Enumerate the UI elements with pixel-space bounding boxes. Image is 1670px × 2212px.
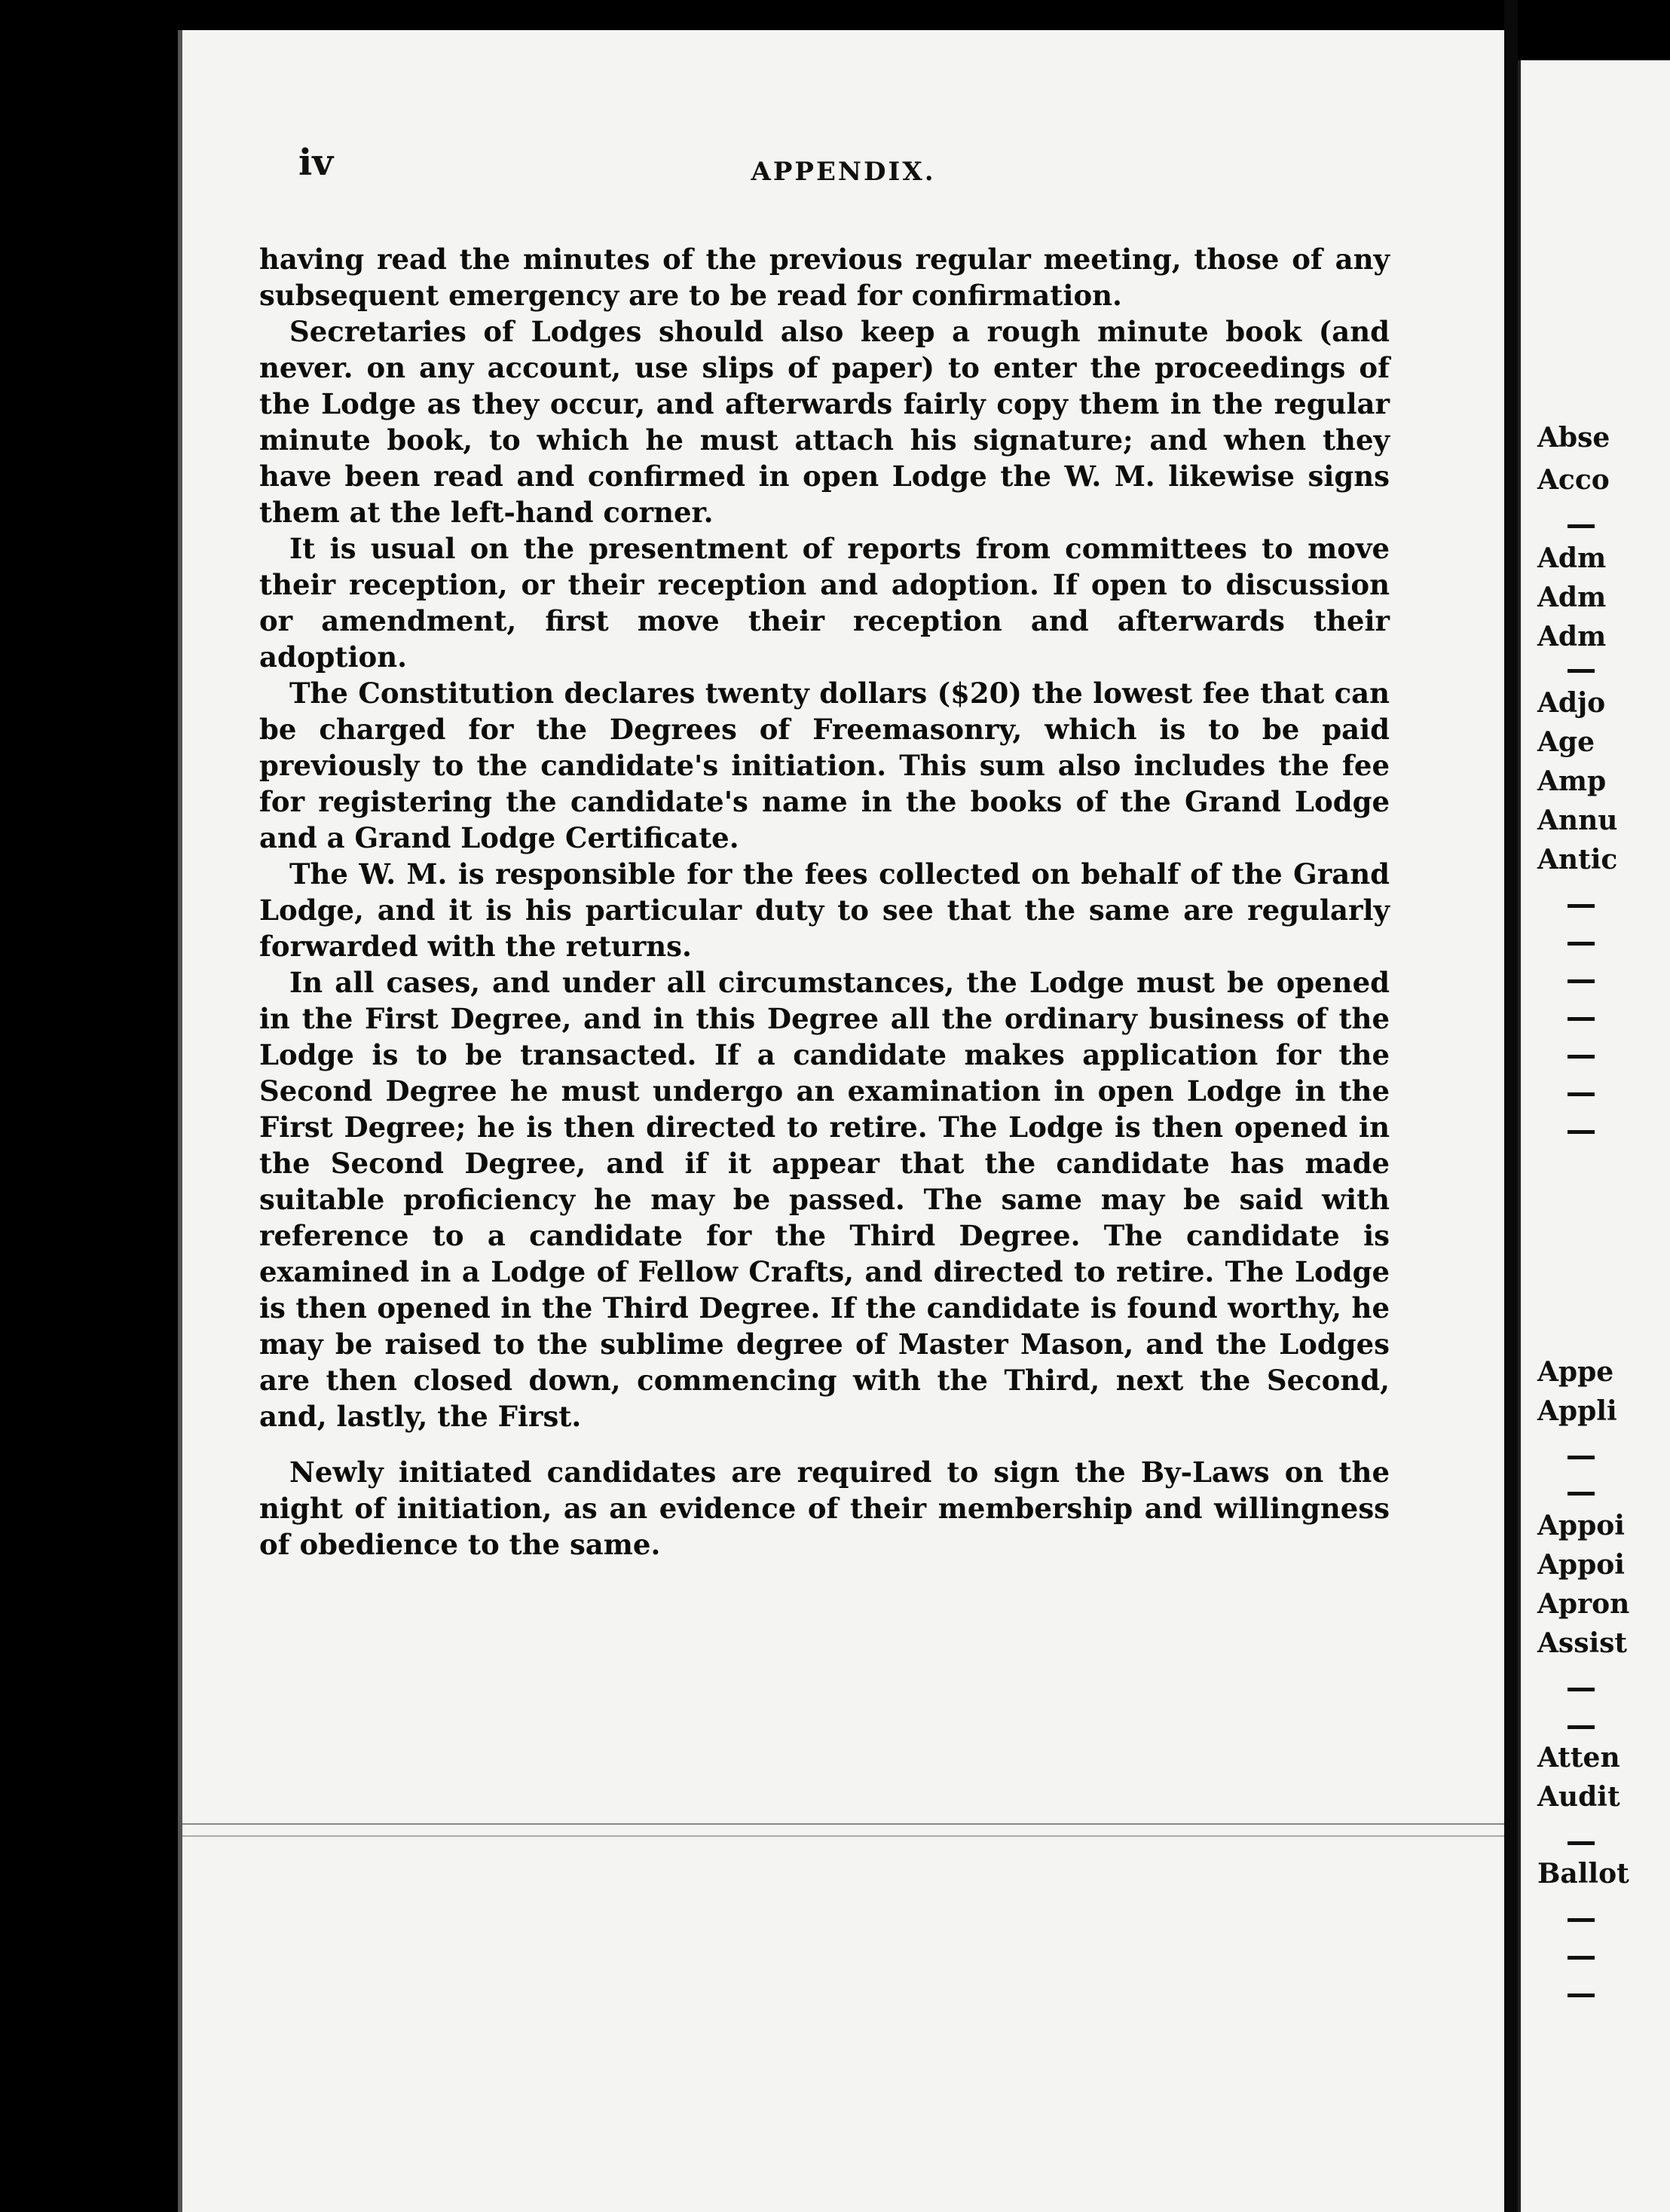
index-entry: Appoi [1537,1549,1625,1581]
dash-mark [1568,1688,1595,1691]
scan-line [182,1823,1504,1825]
dash-mark [1568,1918,1595,1922]
dash-mark [1568,1017,1595,1021]
dash-mark [1568,1055,1595,1059]
index-entry: Appli [1537,1395,1617,1427]
index-entry: Appe [1537,1356,1614,1388]
dash-mark [1568,1092,1595,1096]
dash-mark [1568,1956,1595,1960]
paragraph-continuation: having read the minutes of the previous regular meeting, those of any subsequent emergency are to be read for confirmation. [259,243,1390,312]
index-entry: Appoi [1537,1510,1625,1541]
dash-mark [1568,1725,1595,1729]
index-entry: Adjo [1537,687,1606,719]
index-entry: Annu [1537,805,1618,836]
index-entry: Abse [1537,422,1610,454]
dash-mark [1568,524,1595,528]
dash-mark [1568,1456,1595,1459]
paragraph-degrees: In all cases, and under all circumstances, the Lodge must be opened in the First Degree, and in this Degree all the ordinary business of the Lodge is to be transacted. If a candidate makes application for the Second Degree he must undergo an examination in open Lodge in the First Degree; he is then directed to retire. The Lodge is then opened in the Second Degree, and if it appear that the candidate has made suitable proficiency he may be passed. The same may be said with reference to a candidate for the Third Degree. The candidate is examined in a Lodge of Fellow Crafts, and directed to retire. The Lodge is then opened in the Third Degree. If the candidate is found worthy, he may be raised to the sublime degree of Master Mason, and the Lodges are then closed down, commencing with the Third, next the Second, and, lastly, the First. [259,966,1390,1433]
dash-mark [1568,669,1595,673]
dash-mark [1568,942,1595,946]
page-number: iv [298,142,334,184]
index-entry: Antic [1537,844,1618,875]
running-head: APPENDIX. [751,157,936,187]
index-entry: Apron [1537,1588,1630,1620]
index-entry: Adm [1537,582,1607,613]
book-gutter [1504,0,1518,2212]
left-page [178,30,1504,2212]
index-entry: Acco [1537,464,1610,496]
index-entry: Audit [1537,1781,1620,1813]
dash-mark [1568,1994,1595,1997]
body-text [259,241,1390,1563]
paragraph-constitution-fee: The Constitution declares twenty dollars ($20) the lowest fee that can be charged for the Degrees of Freemasonry, which is to be paid previously to the candidate's initiation. This sum also includes the fee for registering the candidate's name in the books of the Grand Lodge and a Grand Lodge Certificate. [259,677,1390,854]
paragraph-by-laws: Newly initiated candidates are required to sign the By-Laws on the night of initiation, as an evidence of their membership and willingness of obedience to the same. [259,1456,1390,1561]
index-entry: Adm [1537,542,1607,574]
index-entry: Amp [1537,765,1607,797]
index-entry: Assist [1537,1627,1628,1659]
dash-mark [1568,1492,1595,1496]
dash-mark [1568,979,1595,983]
dash-mark [1568,1841,1595,1845]
index-entry: Atten [1537,1742,1620,1774]
index-entry: Ballot [1537,1858,1629,1890]
index-entry: Adm [1537,621,1607,652]
paragraph-wm-fees: The W. M. is responsible for the fees collected on behalf of the Grand Lodge, and it is his particular duty to see that the same are regularly forwarded with the returns. [259,857,1390,963]
scan-line [182,1835,1504,1837]
dash-mark [1568,1130,1595,1134]
dash-mark [1568,904,1595,908]
facing-page [1518,60,1670,2212]
paragraph-reports: It is usual on the presentment of reports from committees to move their reception, or their reception and adoption. If open to discussion or amendment, first move their reception and afterwards their adoption. [259,532,1390,674]
index-entry: Age [1537,726,1595,758]
paragraph-secretaries: Secretaries of Lodges should also keep a rough minute book (and never. on any account, use slips of paper) to enter the proceedings of the Lodge as they occur, and afterwards fairly copy them in the regular minute book, to which he must attach his signature; and when they have been read and confirmed in open Lodge the W. M. likewise signs them at the left-hand corner. [259,315,1390,529]
